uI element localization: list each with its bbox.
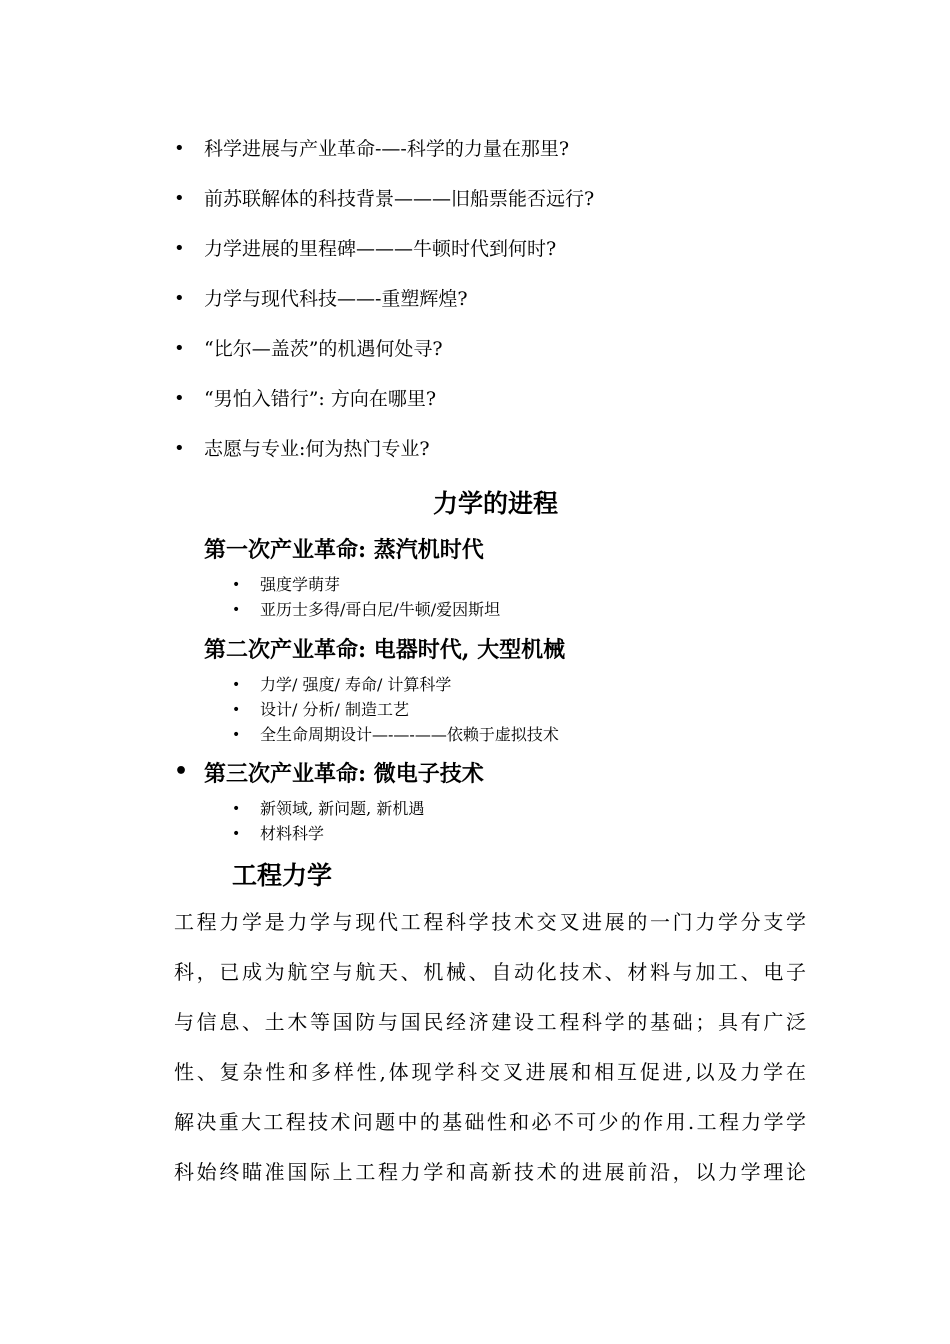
- bullet-icon: •: [232, 602, 241, 618]
- topic-text: 科学进展与产业革命-—-科学的力量在那里?: [204, 138, 570, 160]
- bullet-icon: •: [174, 238, 185, 259]
- bullet-icon: •: [174, 438, 185, 459]
- bullet-icon: •: [232, 702, 241, 718]
- revolution-item-text: 亚历士多得/哥白尼/牛顿/爱因斯坦: [260, 600, 501, 619]
- topic-text: “比尔—盖茨”的机遇何处寻?: [204, 338, 443, 360]
- bullet-icon: •: [232, 727, 241, 743]
- revolution-title: 第一次产业革命: 蒸汽机时代: [204, 537, 484, 563]
- paragraph-line: 解决重大工程技术问题中的基础性和必不可少的作用.工程力学学: [174, 1110, 806, 1134]
- topic-text: “男怕入错行”: 方向在哪里?: [204, 388, 437, 410]
- revolution-item-text: 新领域, 新问题, 新机遇: [260, 799, 425, 818]
- bullet-icon: •: [174, 338, 185, 359]
- bullet-icon: •: [174, 759, 189, 784]
- paragraph-line: 性、复杂性和多样性,体现学科交叉进展和相互促进,以及力学在: [174, 1060, 806, 1084]
- bullet-icon: •: [174, 188, 185, 209]
- bullet-icon: •: [174, 138, 185, 159]
- paragraph-line: 与信息、土木等国防与国民经济建设工程科学的基础；具有广泛: [174, 1010, 806, 1034]
- revolution-title: [174, 759, 484, 788]
- revolution-title-text: 第三次产业革命: 微电子技术: [204, 761, 484, 787]
- paragraph-line: 科，已成为航空与航天、机械、自动化技术、材料与加工、电子: [174, 960, 806, 984]
- paragraph-line: 工程力学是力学与现代工程科学技术交叉进展的一门力学分支学: [174, 910, 806, 934]
- revolution-item-text: 力学/ 强度/ 寿命/ 计算科学: [260, 675, 452, 694]
- bullet-icon: •: [232, 801, 241, 817]
- bullet-icon: •: [174, 388, 185, 409]
- topic-text: 力学进展的里程碑———牛顿时代到何时?: [204, 238, 557, 260]
- revolution-item-text: 设计/ 分析/ 制造工艺: [260, 700, 409, 719]
- bullet-icon: •: [232, 577, 241, 593]
- revolution-title: 第二次产业革命: 电器时代, 大型机械: [204, 637, 566, 663]
- bullet-icon: •: [174, 288, 185, 309]
- bullet-icon: •: [232, 826, 241, 842]
- revolution-item-text: 全生命周期设计—-—-——依赖于虚拟技术: [260, 725, 559, 744]
- bullet-icon: •: [232, 677, 241, 693]
- topic-text: 力学与现代科技——-重塑辉煌?: [204, 288, 468, 310]
- topic-text: 前苏联解体的科技背景———旧船票能否远行?: [204, 188, 595, 210]
- revolution-item-text: 材料科学: [260, 824, 325, 843]
- progress-heading: 力学的进程: [433, 489, 559, 518]
- revolution-item-text: 强度学萌芽: [260, 575, 341, 594]
- engineering-heading: 工程力学: [232, 861, 333, 890]
- paragraph-line: 科始终瞄准国际上工程力学和高新技术的进展前沿，以力学理论: [174, 1160, 806, 1184]
- topic-text: 志愿与专业:何为热门专业?: [204, 438, 430, 460]
